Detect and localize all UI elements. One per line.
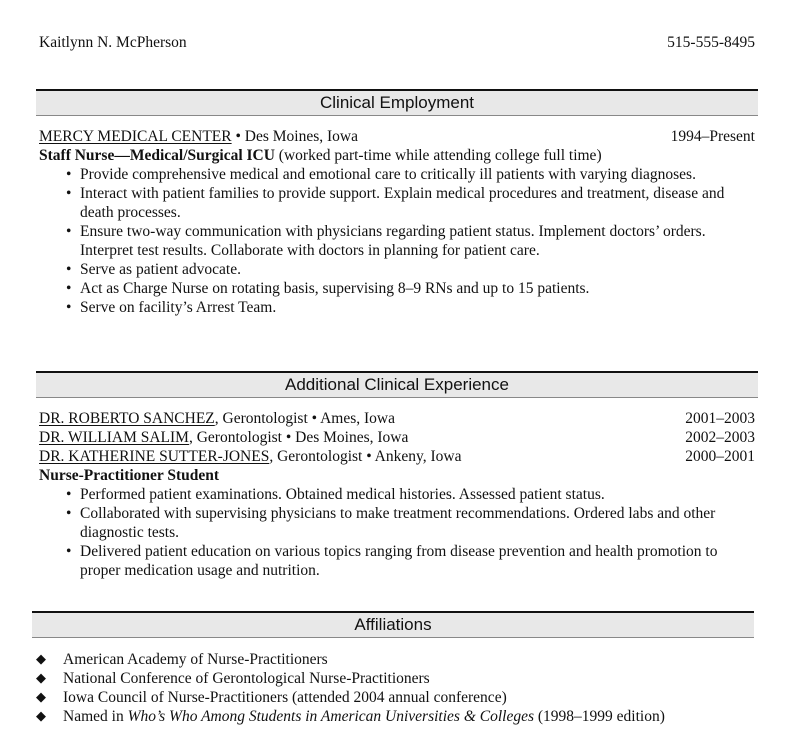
- section-bar-additional-experience: [36, 371, 758, 398]
- list-item: ◆ American Academy of Nurse-Practitioners: [36, 651, 328, 668]
- list-item: • Performed patient examinations. Obtained medical histories. Assessed patient status.: [66, 486, 605, 503]
- candidate-name: Kaitlynn N. McPherson: [39, 34, 187, 51]
- doctor-name: DR. ROBERTO SANCHEZ: [39, 410, 215, 427]
- experience-dates: 2000–2001: [685, 448, 755, 465]
- bullet-icon: •: [66, 280, 72, 297]
- additional-experience-bullets: [60, 485, 760, 580]
- bullet-icon: •: [66, 505, 72, 522]
- candidate-phone: 515-555-8495: [667, 34, 755, 51]
- list-item: • Serve as patient advocate.: [66, 261, 241, 278]
- doctor-name: DR. KATHERINE SUTTER-JONES: [39, 448, 270, 465]
- diamond-bullet-icon: ◆: [36, 709, 46, 724]
- bullet-icon: •: [66, 543, 72, 560]
- diamond-bullet-icon: ◆: [36, 671, 46, 686]
- publication-title: Who’s Who Among Students in American Universities & Colleges: [127, 708, 534, 725]
- section-title-additional-experience: Additional Clinical Experience: [285, 375, 509, 394]
- section-title-clinical-employment: Clinical Employment: [320, 93, 474, 112]
- experience-entry: [39, 447, 461, 466]
- role-line: [39, 146, 602, 165]
- experience-dates: 2002–2003: [685, 429, 755, 446]
- bullet-icon: •: [66, 299, 72, 316]
- list-item: • Interact with patient families to provide support. Explain medical procedures and treatment, disease and death processes.: [66, 185, 725, 221]
- bullet-icon: •: [66, 185, 72, 202]
- list-item: • Delivered patient education on various topics ranging from disease prevention and health promotion to proper medication usage and nutrition.: [66, 543, 718, 579]
- experience-dates: 2001–2003: [685, 410, 755, 427]
- list-item: • Act as Charge Nurse on rotating basis, supervising 8–9 RNs and up to 15 patients.: [66, 280, 590, 297]
- bullet-icon: •: [66, 486, 72, 503]
- bullet-icon: •: [66, 166, 72, 183]
- employer-dates: 1994–Present: [670, 128, 755, 145]
- list-item: ◆ Iowa Council of Nurse-Practitioners (attended 2004 annual conference): [36, 689, 507, 706]
- affiliations-list: [36, 650, 776, 726]
- doctor-detail: , Gerontologist • Des Moines, Iowa: [188, 429, 409, 446]
- doctor-detail: , Gerontologist • Ames, Iowa: [214, 410, 395, 427]
- clinical-employment-bullets: [60, 165, 760, 317]
- list-item: ◆ National Conference of Gerontological Nurse-Practitioners: [36, 670, 430, 687]
- doctor-name: DR. WILLIAM SALIM: [39, 429, 189, 446]
- experience-entry: [39, 428, 408, 447]
- bullet-icon: •: [66, 223, 72, 240]
- list-item: • Ensure two-way communication with physicians regarding patient status. Implement doctors’ orders. Interpret test results. Collaborate with doctors in planning for patient care.: [66, 223, 706, 259]
- role-note: (worked part-time while attending college full time): [274, 147, 602, 164]
- employer-location: • Des Moines, Iowa: [231, 128, 359, 145]
- role-title: Staff Nurse—Medical/Surgical ICU: [39, 147, 275, 164]
- section-bar-clinical-employment: [36, 89, 758, 116]
- bullet-icon: •: [66, 261, 72, 278]
- experience-entry: [39, 409, 395, 428]
- diamond-bullet-icon: ◆: [36, 652, 46, 667]
- list-item: • Collaborated with supervising physicians to make treatment recommendations. Ordered labs and other diagnostic tests.: [66, 505, 716, 541]
- list-item: • Serve on facility’s Arrest Team.: [66, 299, 277, 316]
- list-item: • Provide comprehensive medical and emotional care to critically ill patients with varying diagnoses.: [66, 166, 696, 183]
- employer-name: MERCY MEDICAL CENTER: [39, 128, 232, 145]
- section-title-affiliations: Affiliations: [354, 615, 432, 634]
- employer-line: [39, 127, 358, 146]
- list-item: ◆ Named in Who’s Who Among Students in American Universities & Colleges (1998–1999 edition): [36, 708, 665, 725]
- doctor-detail: , Gerontologist • Ankeny, Iowa: [269, 448, 462, 465]
- experience-role: Nurse-Practitioner Student: [39, 467, 220, 484]
- diamond-bullet-icon: ◆: [36, 690, 46, 705]
- section-bar-affiliations: [32, 611, 754, 638]
